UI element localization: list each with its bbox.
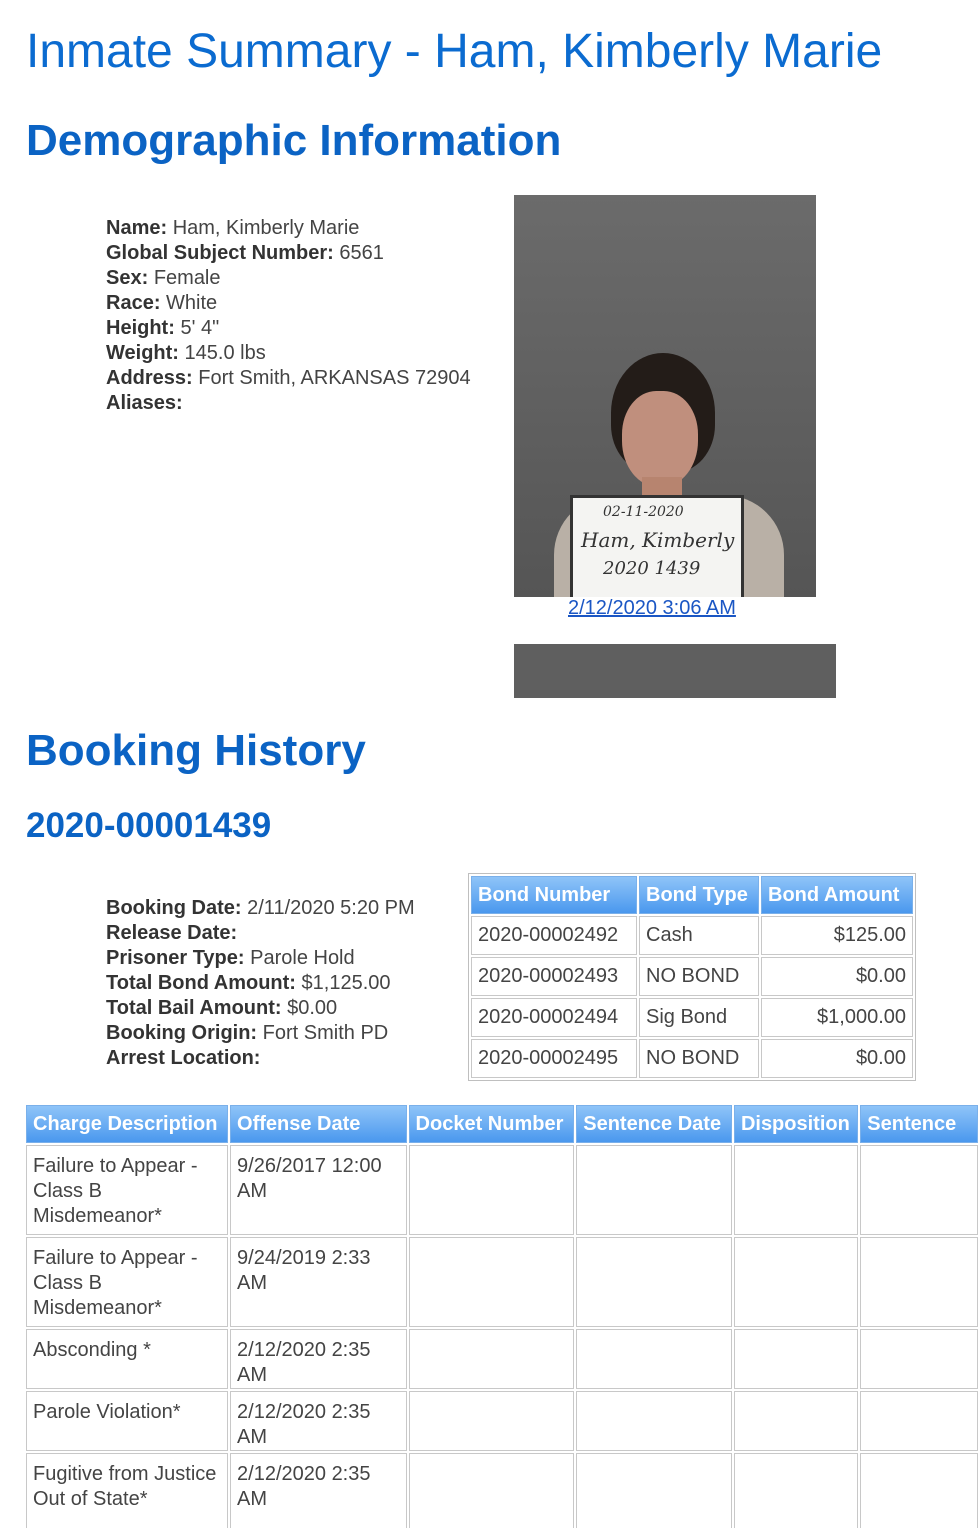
photo-face [622, 391, 698, 487]
demographic-heading: Demographic Information [26, 116, 562, 165]
sentence-date-cell [576, 1453, 732, 1528]
field-value: 2/11/2020 5:20 PM [247, 897, 415, 919]
field-value: 6561 [339, 242, 384, 264]
bond-amount-cell: $0.00 [761, 1039, 913, 1078]
field-label: Name: [106, 217, 168, 239]
charge-description-cell: Absconding * [26, 1329, 228, 1389]
field-height [106, 316, 471, 341]
offense-date-cell: 9/24/2019 2:33 AM [230, 1237, 407, 1327]
charges-table [24, 1103, 980, 1528]
bond-type-cell: NO BOND [639, 1039, 759, 1078]
field-booking-date [106, 896, 415, 921]
booking-number: 2020-00001439 [26, 806, 272, 845]
bond-type-header[interactable]: Bond Type [639, 876, 759, 914]
docket-number-cell [409, 1237, 575, 1327]
bond-type-cell: Sig Bond [639, 998, 759, 1037]
bond-amount-header[interactable]: Bond Amount [761, 876, 913, 914]
bond-number-cell: 2020-00002494 [471, 998, 637, 1037]
docket-number-cell [409, 1329, 575, 1389]
docket-number-cell [409, 1453, 575, 1528]
field-arrest-location [106, 1046, 415, 1071]
redacted-image [514, 644, 836, 698]
field-global-subject-number [106, 241, 471, 266]
disposition-cell [734, 1145, 858, 1235]
sentence-cell [860, 1237, 978, 1327]
charges-header-row [26, 1105, 978, 1143]
offense-date-cell: 2/12/2020 2:35 AM [230, 1329, 407, 1389]
table-row [26, 1145, 978, 1235]
booking-placard [570, 495, 744, 597]
offense-date-header[interactable]: Offense Date [230, 1105, 407, 1143]
placard-number: 2020 1439 [603, 558, 701, 579]
field-value: White [166, 292, 218, 314]
field-address [106, 366, 471, 391]
mugshot-photo [514, 195, 816, 597]
docket-number-cell [409, 1391, 575, 1451]
bond-type-cell: Cash [639, 916, 759, 955]
field-value: $1,125.00 [301, 972, 391, 994]
photo-date-link[interactable]: 2/12/2020 3:06 AM [568, 597, 736, 619]
field-label: Aliases: [106, 392, 183, 414]
table-row [471, 1039, 913, 1078]
field-value: Fort Smith PD [262, 1022, 389, 1044]
offense-date-cell: 2/12/2020 2:35 AM [230, 1453, 407, 1528]
table-row [26, 1329, 978, 1389]
field-label: Arrest Location: [106, 1047, 261, 1069]
field-label: Release Date: [106, 922, 238, 944]
field-weight [106, 341, 471, 366]
field-race [106, 291, 471, 316]
field-label: Global Subject Number: [106, 242, 334, 264]
field-label: Total Bond Amount: [106, 972, 296, 994]
disposition-cell [734, 1453, 858, 1528]
placard-date: 02-11-2020 [603, 504, 684, 520]
disposition-cell [734, 1237, 858, 1327]
table-row [471, 957, 913, 996]
field-value: 5' 4" [180, 317, 220, 339]
field-value: Ham, Kimberly Marie [172, 217, 360, 239]
charge-description-cell: Parole Violation* [26, 1391, 228, 1451]
booking-history-heading: Booking History [26, 726, 366, 775]
disposition-header[interactable]: Disposition [734, 1105, 858, 1143]
field-label: Race: [106, 292, 161, 314]
field-value: Fort Smith, ARKANSAS 72904 [198, 367, 471, 389]
charge-description-cell: Failure to Appear - Class B Misdemeanor* [26, 1145, 228, 1235]
disposition-cell [734, 1391, 858, 1451]
field-aliases [106, 391, 471, 416]
field-sex [106, 266, 471, 291]
sentence-date-header[interactable]: Sentence Date [576, 1105, 732, 1143]
bond-amount-cell: $0.00 [761, 957, 913, 996]
field-label: Booking Origin: [106, 1022, 258, 1044]
bond-amount-cell: $1,000.00 [761, 998, 913, 1037]
bond-number-cell: 2020-00002493 [471, 957, 637, 996]
sentence-date-cell [576, 1237, 732, 1327]
offense-date-cell: 9/26/2017 12:00 AM [230, 1145, 407, 1235]
page-title: Inmate Summary - Ham, Kimberly Marie [26, 25, 883, 78]
field-label: Total Bail Amount: [106, 997, 282, 1019]
field-value: Female [153, 267, 221, 289]
bond-number-cell: 2020-00002495 [471, 1039, 637, 1078]
sentence-header[interactable]: Sentence [860, 1105, 978, 1143]
field-value: Parole Hold [250, 947, 355, 969]
docket-number-header[interactable]: Docket Number [409, 1105, 575, 1143]
bond-number-header[interactable]: Bond Number [471, 876, 637, 914]
bond-table [468, 873, 916, 1081]
booking-info [106, 896, 415, 1071]
field-label: Booking Date: [106, 897, 242, 919]
placard-name: Ham, Kimberly [581, 528, 735, 552]
sentence-date-cell [576, 1145, 732, 1235]
field-value: $0.00 [287, 997, 338, 1019]
sentence-cell [860, 1329, 978, 1389]
field-label: Weight: [106, 342, 179, 364]
bond-type-cell: NO BOND [639, 957, 759, 996]
table-row [26, 1237, 978, 1327]
table-row [471, 916, 913, 955]
charge-description-header[interactable]: Charge Description [26, 1105, 228, 1143]
field-prisoner-type [106, 946, 415, 971]
docket-number-cell [409, 1145, 575, 1235]
disposition-cell [734, 1329, 858, 1389]
field-release-date [106, 921, 415, 946]
charge-description-cell: Fugitive from Justice Out of State* [26, 1453, 228, 1528]
field-total-bail [106, 996, 415, 1021]
sentence-date-cell [576, 1329, 732, 1389]
sentence-cell [860, 1145, 978, 1235]
field-value: 145.0 lbs [184, 342, 266, 364]
field-label: Prisoner Type: [106, 947, 245, 969]
table-row [471, 998, 913, 1037]
demographic-info [106, 216, 471, 416]
offense-date-cell: 2/12/2020 2:35 AM [230, 1391, 407, 1451]
field-total-bond [106, 971, 415, 996]
table-row [26, 1391, 978, 1451]
field-label: Address: [106, 367, 193, 389]
sentence-cell [860, 1453, 978, 1528]
field-booking-origin [106, 1021, 415, 1046]
bond-number-cell: 2020-00002492 [471, 916, 637, 955]
table-row [26, 1453, 978, 1528]
bond-header-row [471, 876, 913, 914]
field-label: Height: [106, 317, 175, 339]
field-label: Sex: [106, 267, 149, 289]
field-name [106, 216, 471, 241]
charge-description-cell: Failure to Appear - Class B Misdemeanor* [26, 1237, 228, 1327]
bond-amount-cell: $125.00 [761, 916, 913, 955]
sentence-cell [860, 1391, 978, 1451]
sentence-date-cell [576, 1391, 732, 1451]
